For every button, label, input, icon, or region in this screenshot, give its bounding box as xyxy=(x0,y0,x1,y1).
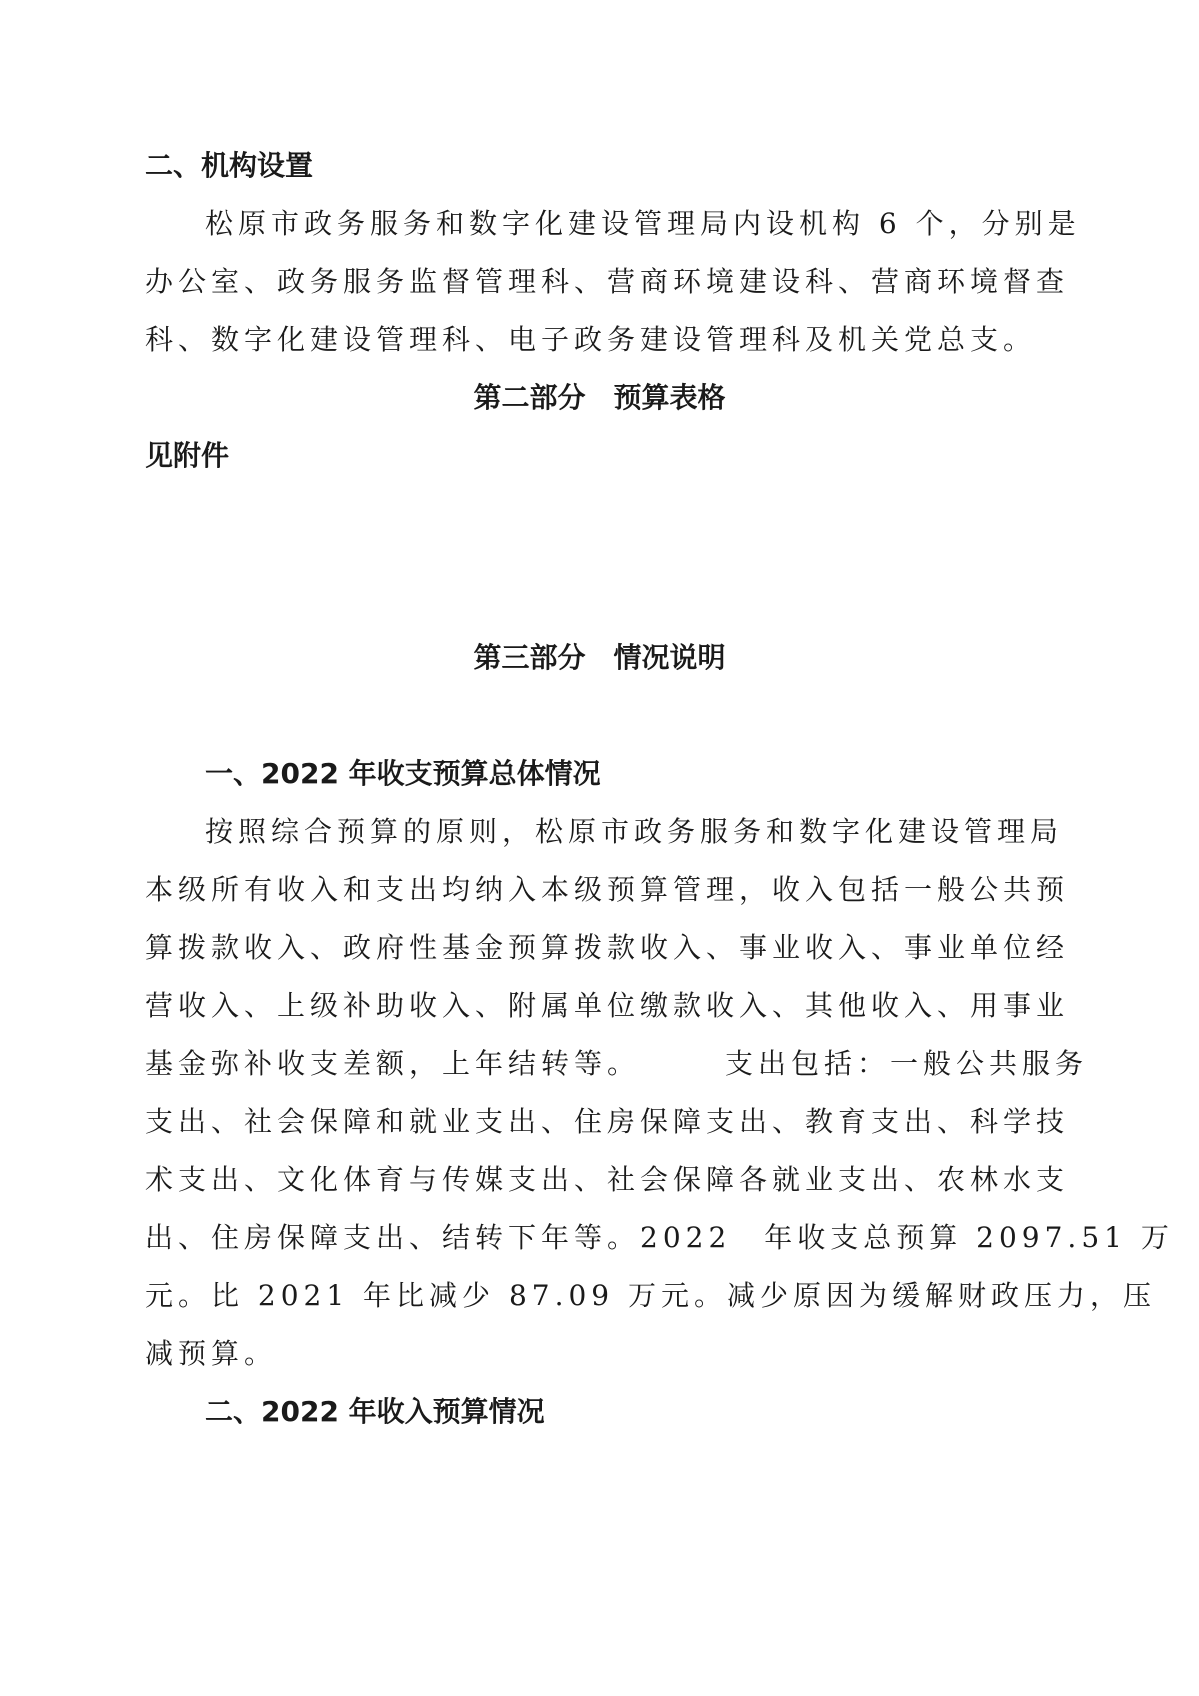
part-three-title: 第三部分 情况说明 xyxy=(473,641,726,674)
section-heading-org: 二、机构设置 xyxy=(145,149,314,182)
paragraph-line: 算拨款收入、政府性基金预算拨款收入、事业收入、事业单位经 xyxy=(145,931,1070,964)
section-heading-income-budget: 二、2022 年收入预算情况 xyxy=(205,1395,545,1428)
section-heading-budget-overview: 一、2022 年收支预算总体情况 xyxy=(205,757,601,790)
paragraph-line: 出、住房保障支出、结转下年等。2022 年收支总预算 2097.51 万 xyxy=(145,1221,1174,1254)
paragraph-line: 办公室、政务服务监督管理科、营商环境建设科、营商环境督查 xyxy=(145,265,1070,298)
paragraph-line: 松原市政务服务和数字化建设管理局内设机构 6 个，分别是 xyxy=(205,207,1081,240)
paragraph-line: 减预算。 xyxy=(145,1337,278,1370)
paragraph-line: 术支出、文化体育与传媒支出、社会保障各就业支出、农林水支 xyxy=(145,1163,1070,1196)
part-two-title: 第二部分 预算表格 xyxy=(473,381,726,414)
paragraph-line: 基金弥补收支差额，上年结转等。 支出包括：一般公共服务 xyxy=(145,1047,1089,1080)
paragraph-line: 支出、社会保障和就业支出、住房保障支出、教育支出、科学技 xyxy=(145,1105,1070,1138)
paragraph-line: 营收入、上级补助收入、附属单位缴款收入、其他收入、用事业 xyxy=(145,989,1070,1022)
paragraph-line: 科、数字化建设管理科、电子政务建设管理科及机关党总支。 xyxy=(145,323,1037,356)
paragraph-line: 按照综合预算的原则，松原市政务服务和数字化建设管理局 xyxy=(205,815,1064,848)
paragraph-line: 本级所有收入和支出均纳入本级预算管理，收入包括一般公共预 xyxy=(145,873,1070,906)
paragraph-line: 元。比 2021 年比减少 87.09 万元。减少原因为缓解财政压力，压 xyxy=(145,1279,1157,1312)
part-two-note: 见附件 xyxy=(145,439,230,472)
